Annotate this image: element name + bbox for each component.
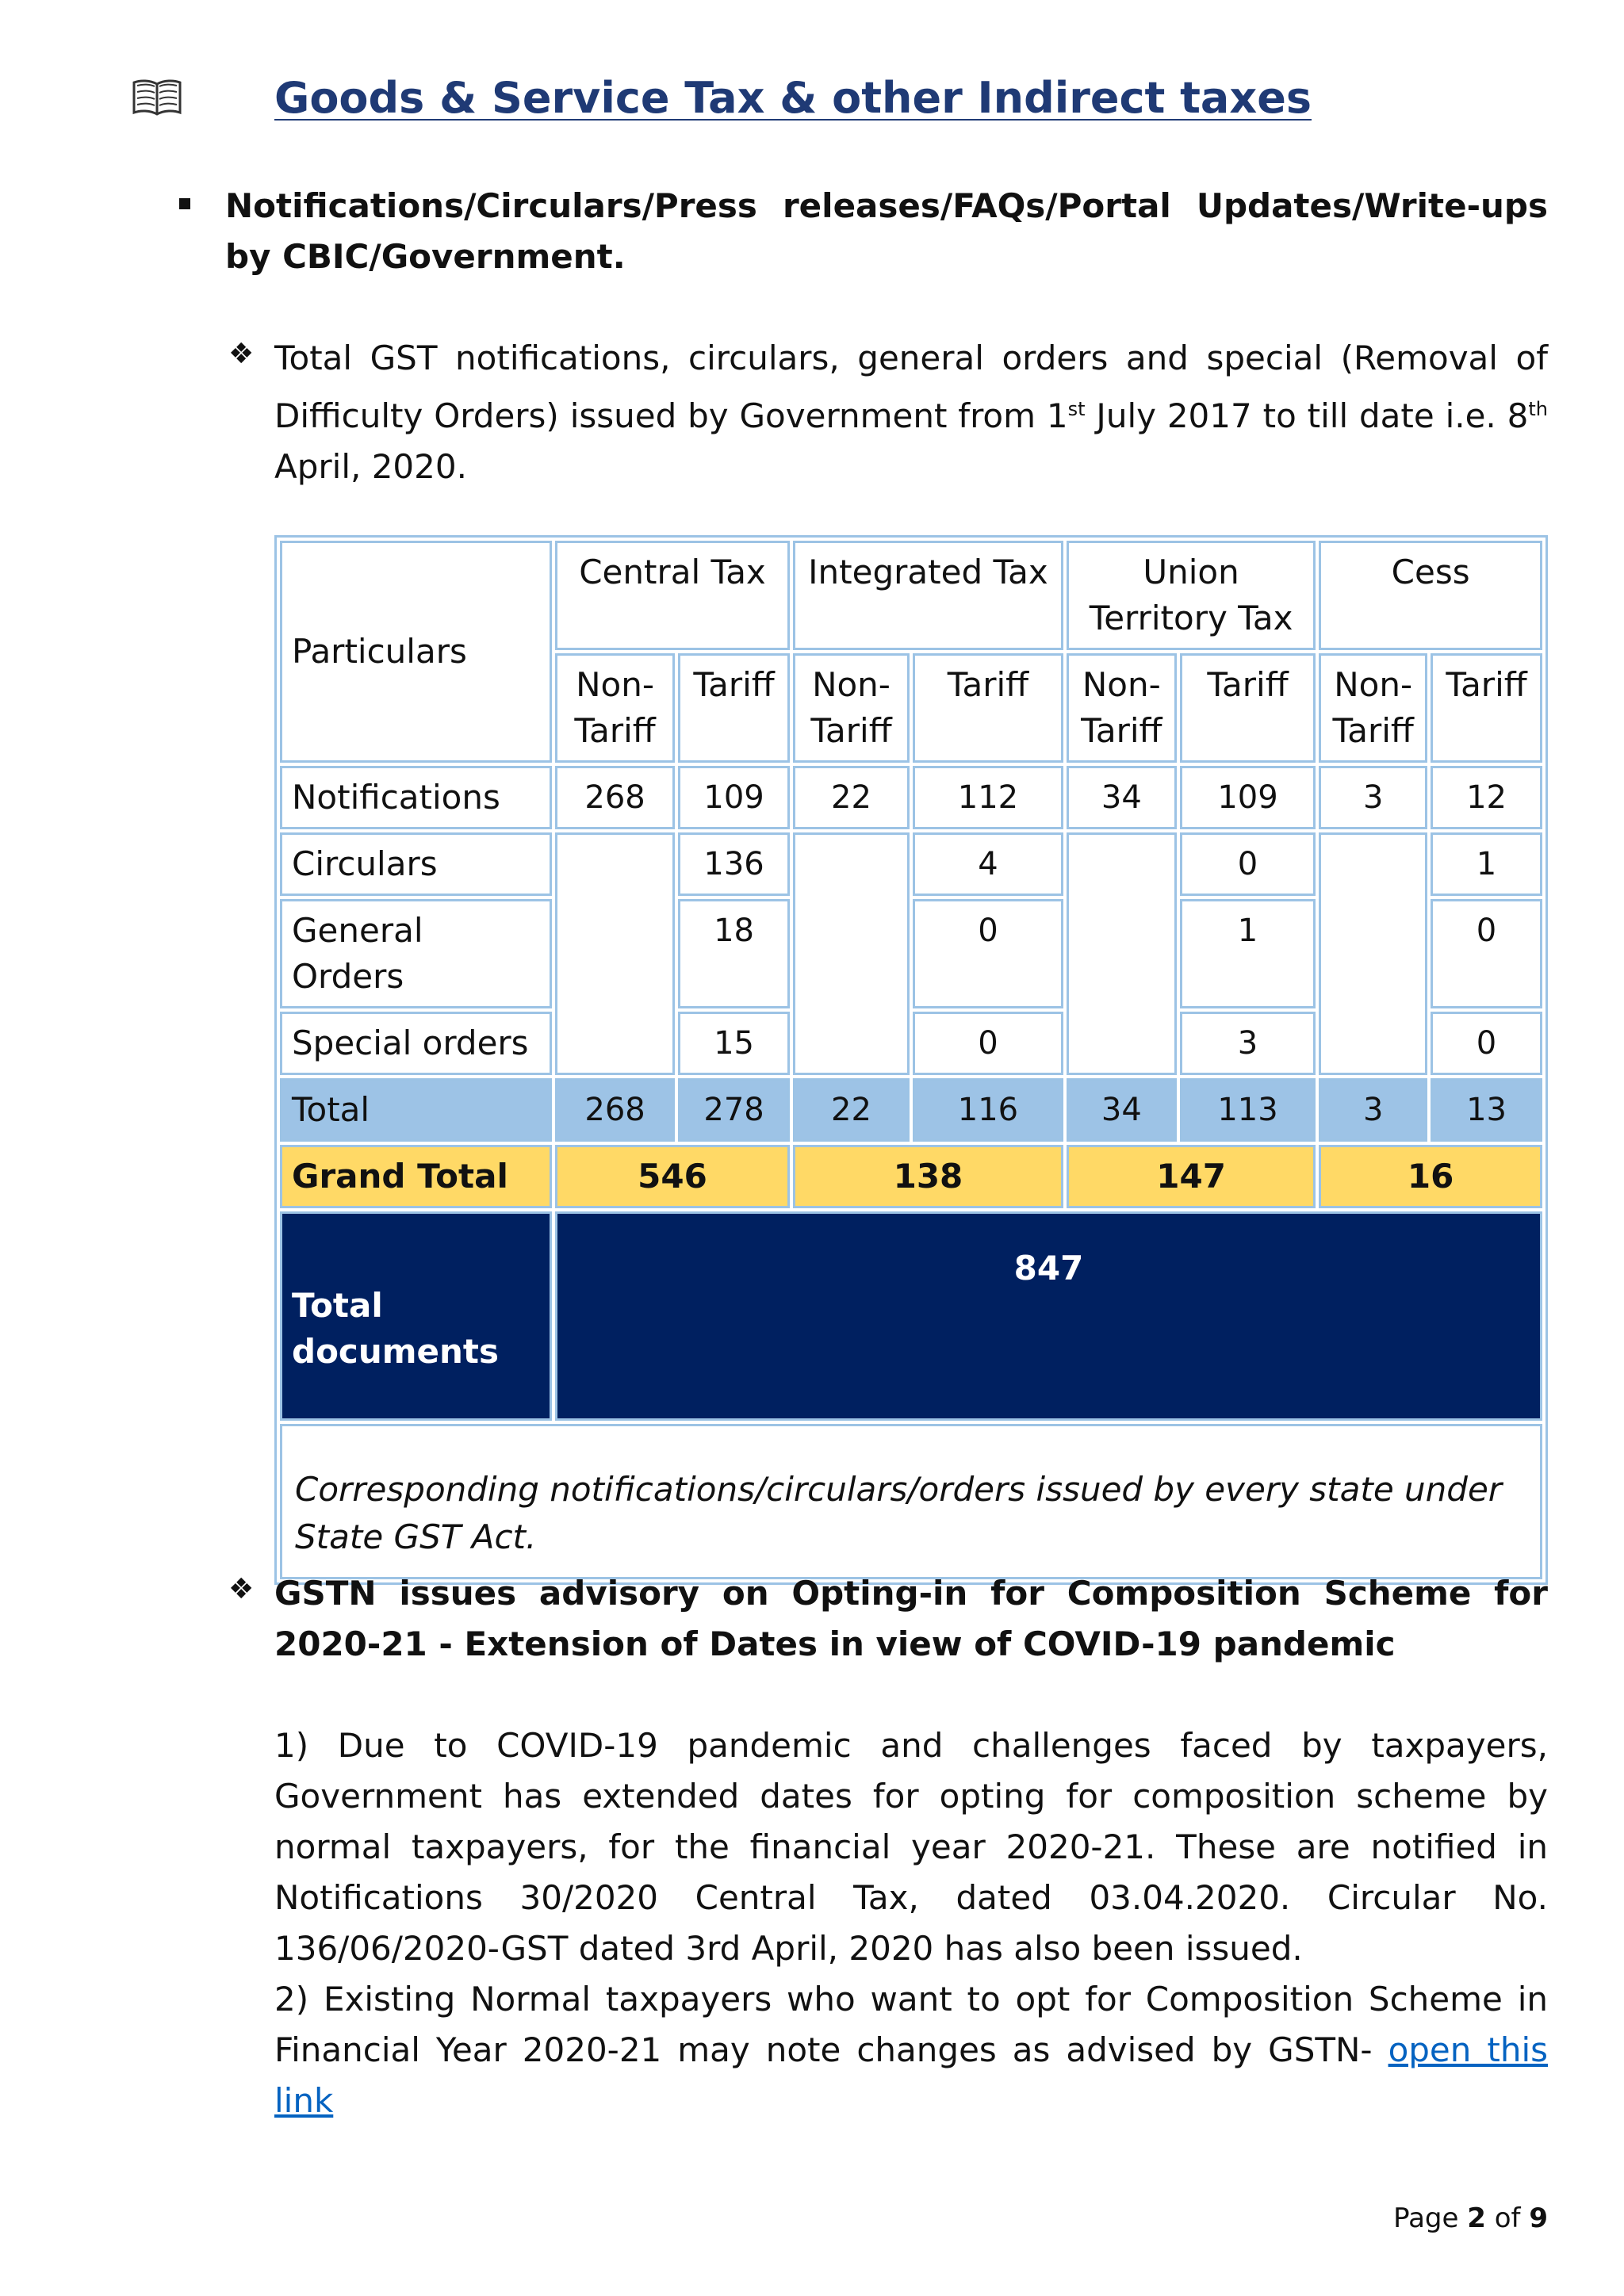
table-cell: 116	[913, 1078, 1063, 1142]
table-cell: 0	[913, 899, 1063, 1008]
table-note: Corresponding notifications/circulars/orders issued by every state under State GST Act.	[280, 1424, 1542, 1579]
table-cell: 113	[1180, 1078, 1316, 1142]
empty-cell	[555, 832, 675, 1075]
grand-total-cell: 138	[793, 1145, 1063, 1208]
subheader-non-tariff: Non-Tariff	[793, 653, 910, 763]
subheader-tariff: Tariff	[1180, 653, 1316, 763]
total-row	[280, 1078, 1542, 1142]
table-cell: 22	[793, 766, 910, 829]
table-cell: 12	[1431, 766, 1542, 829]
table-cell: 13	[1431, 1078, 1542, 1142]
subheader-tariff: Tariff	[1431, 653, 1542, 763]
table-cell: 15	[678, 1012, 790, 1075]
subheader-non-tariff: Non-Tariff	[1319, 653, 1427, 763]
particulars-header: Particulars	[280, 541, 552, 763]
group-header: Central Tax	[555, 541, 790, 650]
group-header: Integrated Tax	[793, 541, 1063, 650]
group-header: Union Territory Tax	[1067, 541, 1316, 650]
note-row	[280, 1424, 1542, 1579]
table-cell: 0	[913, 1012, 1063, 1075]
open-link[interactable]: open this link	[274, 2030, 1548, 2120]
table-cell: 136	[678, 832, 790, 896]
book-icon	[131, 78, 183, 117]
diamond-bullet-icon: ❖	[228, 1573, 255, 1605]
table-cell: 4	[913, 832, 1063, 896]
table-cell: 268	[555, 766, 675, 829]
table-cell: 0	[1431, 1012, 1542, 1075]
row-label: Total documents	[280, 1211, 552, 1421]
table-cell: 109	[1180, 766, 1316, 829]
section-heading: Notifications/Circulars/Press releases/FAQs/Portal Updates/Write-ups by CBIC/Government.	[225, 186, 1548, 276]
row-label: Grand Total	[280, 1145, 552, 1208]
table-cell: 109	[678, 766, 790, 829]
row-label: General Orders	[280, 899, 552, 1008]
grand-total-cell: 16	[1319, 1145, 1542, 1208]
grand-total-cell: 546	[555, 1145, 790, 1208]
subheader-non-tariff: Non-Tariff	[555, 653, 675, 763]
grand-total-cell: 147	[1067, 1145, 1316, 1208]
table-cell: 3	[1319, 766, 1427, 829]
row-label: Notifications	[280, 766, 552, 829]
table-header-row	[280, 541, 1542, 650]
total-documents-value: 847	[555, 1211, 1542, 1421]
table-cell: 1	[1431, 832, 1542, 896]
table-cell: 3	[1319, 1078, 1427, 1142]
empty-cell	[1067, 832, 1177, 1075]
row-label: Total	[280, 1078, 552, 1142]
table-cell: 0	[1180, 832, 1316, 896]
table-cell: 34	[1067, 1078, 1177, 1142]
subheader-tariff: Tariff	[678, 653, 790, 763]
advisory-heading: GSTN issues advisory on Opting-in for Composition Scheme for 2020-21 - Extension of Dates in view of COVID-19 pandemic	[274, 1574, 1548, 1663]
empty-cell	[793, 832, 910, 1075]
gst-documents-table	[274, 535, 1548, 1585]
table-cell: 3	[1180, 1012, 1316, 1075]
table-cell: 268	[555, 1078, 675, 1142]
subheader-non-tariff: Non-Tariff	[1067, 653, 1177, 763]
row-label: Special orders	[280, 1012, 552, 1075]
table-row	[280, 832, 1542, 896]
table-cell: 18	[678, 899, 790, 1008]
table-cell: 22	[793, 1078, 910, 1142]
subheader-tariff: Tariff	[913, 653, 1063, 763]
diamond-bullet-icon: ❖	[228, 338, 255, 370]
square-bullet-icon	[179, 198, 190, 209]
row-label: Circulars	[280, 832, 552, 896]
advisory-body	[274, 1720, 1548, 2126]
total-documents-row	[280, 1211, 1542, 1421]
empty-cell	[1319, 832, 1427, 1075]
table-cell: 34	[1067, 766, 1177, 829]
advisory-point-2: 2) Existing Normal taxpayers who want to opt for Composition Scheme in Financial Year 2020-21 may note changes as advised by GSTN- open this link	[274, 1980, 1548, 2120]
table-cell: 112	[913, 766, 1063, 829]
advisory-point-1: 1) Due to COVID-19 pandemic and challenges faced by taxpayers, Government has extended dates for opting for composition scheme by normal taxpayers, for the financial year 2020-21. These are notified in Notifications 30/2020 Central Tax, dated 03.04.2020. Circular No. 136/06/2020-GST dated 3rd April, 2020 has also been issued.	[274, 1726, 1548, 1968]
table-cell: 0	[1431, 899, 1542, 1008]
table-cell: 278	[678, 1078, 790, 1142]
page-title: Goods & Service Tax & other Indirect taxes	[274, 73, 1312, 123]
intro-paragraph: Total GST notifications, circulars, general orders and special (Removal of Difficulty Orders) issued by Government from 1st July 2017 to till date i.e. 8th April, 2020.	[274, 339, 1548, 486]
grand-total-row	[280, 1145, 1542, 1208]
table-row	[280, 766, 1542, 829]
table-cell: 1	[1180, 899, 1316, 1008]
page-number: Page 2 of 9	[1393, 2202, 1548, 2234]
group-header: Cess	[1319, 541, 1542, 650]
